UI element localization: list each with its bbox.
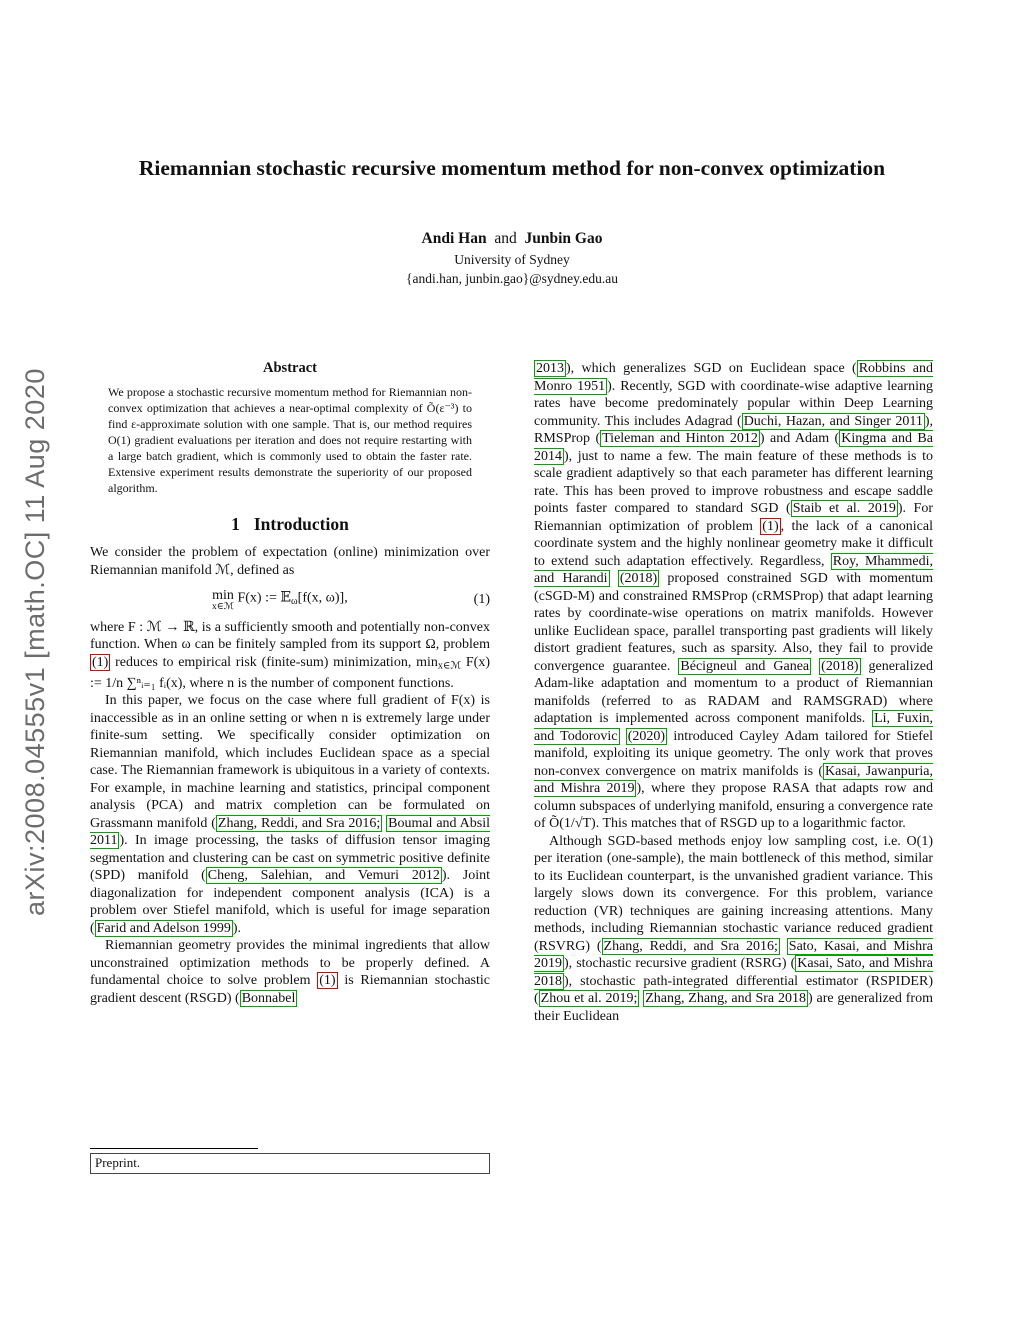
paragraph-intro-2	[90, 619, 490, 693]
citation-link[interactable]: Bonnabel	[241, 990, 296, 1006]
text-segment: , the lack of a canonical coordinate system and the highly nonlinear geometry make it difficult to extend such adaptation effectively. Regardless,	[534, 518, 934, 569]
text-segment	[620, 729, 626, 744]
text-segment	[811, 659, 819, 674]
text-segment: ), stochastic recursive gradient (RSRG) (	[564, 956, 796, 971]
text-segment: ). In image processing, the tasks of diffusion tensor imaging segmentation and clustering can be cast on symmetric positive definite (SPD) manifold (	[90, 833, 490, 884]
text-segment: ), RMSProp (	[534, 413, 934, 446]
equation-body	[90, 588, 470, 612]
citation-link[interactable]: Robbins and Monro 1951	[534, 361, 933, 394]
citation-link[interactable]: Farid and Adelson 1999	[96, 920, 231, 936]
citation-link[interactable]: Zhang, Reddi, and Sra 2016;	[217, 815, 381, 831]
text-segment: We consider the problem of expectation (online) minimization over Riemannian manifold ℳ, defined as	[90, 545, 490, 578]
text-segment: ), where they propose RASA that adapts row and column subspaces of underlying manifold, ensuring a convergence rate of Õ(1/√T). This matches that of RSGD up to a logarithmic factor.	[534, 781, 933, 831]
footnote-rule	[90, 1148, 258, 1149]
citation-link[interactable]: Boumal and Absil 2011	[90, 815, 490, 849]
citation-link[interactable]: Staib et al. 2019	[792, 501, 896, 516]
citation-link[interactable]: Sato, Kasai, and Mishra 2019	[534, 938, 933, 971]
email-line: {andi.han, junbin.gao}@sydney.edu.au	[406, 270, 618, 286]
equation-expr-rest: [f(x, ω)],	[297, 590, 348, 606]
paper-header	[0, 156, 1024, 287]
citation-link[interactable]: Kasai, Jawanpuria, and Mishra 2019	[534, 763, 933, 796]
text-segment: In this paper, we focus on the case where full gradient of F(x) is inaccessible as in an online setting or when n is extremely large under finite-sum setting. We specifically consider optimization on Riemannian manifold, which includes Euclidean space as a special case. The Riemannian framework is ubiquitous in a variety of contexts. For example, in machine learning and statistics, principal component analysis (PCA) and matrix completion can be formulated on Grassmann manifold (	[90, 693, 490, 831]
citation-link[interactable]: Roy, Mhammedi, and Harandi	[534, 553, 934, 586]
paragraph-intro-3	[90, 692, 490, 937]
citation-link[interactable]: Kasai, Sato, and Mishra 2018	[534, 956, 933, 989]
min-op-label: min	[212, 588, 234, 603]
citation-link[interactable]: Kingma and Ba 2014	[534, 431, 933, 464]
section-number: 1	[231, 514, 240, 534]
section-heading-introduction	[90, 514, 490, 535]
text-segment: reduces to empirical risk (finite-sum) minimization, min	[110, 654, 438, 670]
text-segment: x∈ℳ	[437, 660, 462, 672]
text-segment: introduced Cayley Adam tailored for Stiefel manifold, exploiting its unique geometry. The only work that proves non-convex convergence on matrix manifolds is (	[534, 728, 934, 779]
paragraph-intro-1	[90, 544, 490, 579]
text-segment: and	[486, 229, 525, 247]
text-segment: F(x) := 1/n ∑ⁿᵢ₌₁ fᵢ(x), where n is the number of component functions.	[90, 654, 490, 691]
text-segment: We propose a stochastic recursive momentum method for Riemannian non-convex optimization that achieves a near-optimal complexity of Õ(ε⁻³) to find ε-approximate solution with one sample. That is, our method requires O(1) gradient evaluations per iteration and does not require restarting with a large batch gradient, which is commonly used to obtain the faster rate. Extensive experiment results demonstrate the superiority of our proposed algorithm.	[108, 385, 472, 495]
text-segment: ) are generalized from their Euclidean	[534, 991, 933, 1024]
text-segment: Although SGD-based methods enjoy low sampling cost, i.e. O(1) per iteration (one-sample), the main bottleneck of this method, similar to its Euclidean counterpart, is the unvanished gradient variance. This largely slows down its convergence. For this problem, variance reduction (VR) techniques are gaining increasing attentions. Many methods, including Riemannian stochastic variance reduced gradient (RSVRG) (	[534, 833, 933, 954]
footnote-area	[90, 1148, 490, 1174]
citation-link[interactable]: (2018)	[821, 658, 859, 674]
text-segment: ), just to name a few. The main feature of these methods is to scale gradient adaptively so that each parameter has different learning rate. This has been proved to improve robustness and escape saddle points faster compared to standard SGD (	[534, 448, 933, 516]
paragraph-intro-6	[534, 833, 933, 1026]
citation-link[interactable]: Tieleman and Hinton 2012	[602, 431, 758, 446]
equation-ref[interactable]: (1)	[92, 654, 109, 670]
section-title: Introduction	[253, 514, 349, 534]
preprint-note: Preprint.	[90, 1153, 490, 1174]
min-op-subscript: x∈ℳ	[211, 602, 234, 612]
citation-link[interactable]: Cheng, Salehian, and Vemuri 2012	[207, 868, 440, 884]
citation-link[interactable]: 2013	[536, 361, 564, 376]
text-segment: where F : ℳ → ℝ, is a sufficiently smooth and potentially non-convex function. When ω can be finitely sampled from its support Ω, problem	[90, 619, 490, 653]
text-segment: Junbin Gao	[524, 229, 603, 247]
citation-link[interactable]: Bécigneul and Ganea	[680, 658, 810, 674]
affiliation: University of Sydney	[454, 251, 570, 267]
paragraph-intro-5	[534, 360, 933, 833]
text-segment: ), which generalizes SGD on Euclidean space (	[566, 361, 857, 376]
text-segment: is Riemannian stochastic gradient descent (RSGD) (	[90, 973, 490, 1006]
text-segment: ).	[232, 920, 241, 936]
citation-link[interactable]: Zhang, Zhang, and Sra 2018	[645, 991, 806, 1006]
citation-link[interactable]: Li, Fuxin, and Todorovic	[534, 711, 933, 744]
text-segment: proposed constrained SGD with momentum (cSGD-M) and constrained RMSProp (cRMSProp) that adapt learning rates by coordinate-wise operations on matrix manifolds. However unlike Euclidean space, parallel transporting past gradients will likely distort gradient features, such as sparsity. Also, they fail to provide convergence guarantee.	[534, 571, 934, 674]
equation-ref[interactable]: (1)	[319, 973, 336, 989]
abstract-text	[90, 384, 490, 496]
equation-1	[90, 588, 490, 612]
citation-link[interactable]: Zhang, Reddi, and Sra 2016;	[603, 938, 778, 954]
right-column	[534, 360, 933, 1025]
citation-link[interactable]: (2020)	[627, 728, 666, 744]
equation-ref[interactable]: (1)	[762, 518, 779, 534]
arxiv-watermark: arXiv:2008.04555v1 [math.OC] 11 Aug 2020	[20, 368, 50, 916]
paragraph-intro-4	[90, 937, 490, 1007]
author-line	[0, 230, 1024, 248]
abstract-heading: Abstract	[263, 360, 317, 376]
citation-link[interactable]: Zhou et al. 2019;	[540, 991, 638, 1006]
text-segment: ) and Adam (	[759, 431, 840, 446]
text-segment: Andi Han	[421, 229, 487, 247]
left-column	[90, 360, 490, 1007]
equation-number: (1)	[473, 591, 490, 607]
text-segment: ). Recently, SGD with coordinate-wise adaptive learning rates have become predominately popular within Deep Learning community. This includes Adagrad (	[534, 378, 933, 429]
text-segment: generalized Adam-like adaptation and momentum to a product of Riemannian manifolds (referred to as RADAM and RAMSGRAD) where adaptation is implemented across component manifolds.	[534, 658, 934, 726]
text-segment: ). Joint diagonalization for independent component analysis (ICA) is a problem over Stiefel manifold, which is useful for image separation (	[90, 868, 491, 936]
text-segment: ). For Riemannian optimization of problem	[534, 501, 933, 534]
min-operator	[212, 588, 234, 612]
equation-expr-subscript: ω	[291, 595, 298, 607]
text-segment	[780, 939, 787, 954]
paper-title: Riemannian stochastic recursive momentum method for non-convex optimization	[138, 156, 886, 180]
text-segment: Riemannian geometry provides the minimal ingredients that allow unconstrained optimization methods to be properly defined. A fundamental choice to solve problem	[90, 938, 490, 989]
text-segment: ), stochastic path-integrated differential estimator (RSPIDER) (	[534, 973, 933, 1006]
citation-link[interactable]: (2018)	[619, 571, 658, 586]
citation-link[interactable]: Duchi, Hazan, and Singer 2011	[743, 413, 923, 429]
equation-expr: F(x) := 𝔼	[233, 590, 292, 606]
text-segment	[610, 571, 618, 586]
